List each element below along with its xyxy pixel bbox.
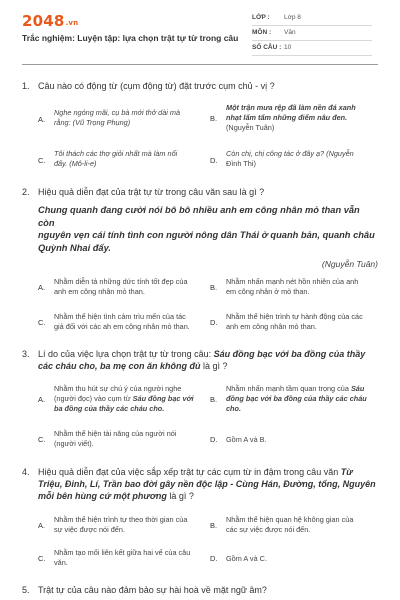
page-title: Trắc nghiệm: Luyện tập: lựa chọn trật tự từ trong câu — [22, 33, 239, 43]
meta-table — [252, 12, 372, 57]
question-2 — [22, 186, 378, 269]
question-5 — [22, 584, 378, 596]
meta-count: SỐ CÂU : 10 — [252, 42, 372, 56]
quote-author: (Nguyễn Tuân) — [321, 259, 378, 269]
question-4 — [22, 466, 378, 502]
site-logo[interactable]: 2048.vn — [22, 12, 79, 30]
meta-class: LỚP : Lớp 8 — [252, 12, 372, 26]
header-divider — [22, 64, 378, 65]
question-text: 4. Hiệu quả diễn đạt của việc sắp xếp trật tự các cụm từ in đậm trong câu văn Từ Triệu, Đinh, Lí, Trần bao đời gây nền độc lập - Cùng Hán, Đường, tống, Nguyên mỗi bên hùng cứ một phương là gì ? — [22, 467, 376, 501]
question-text: 5. Trật tự của câu nào đảm bảo sự hài hoà về mặt ngữ âm? — [22, 585, 267, 595]
question-text: 3. Lí do của việc lựa chọn trật tự từ trong câu: Sáu đồng bạc với ba đồng của thầy các cháu cho, ba mẹ con ăn không đủ là gì ? — [22, 349, 366, 371]
question-quote: Chung quanh đang cười nói bô bô nhiều anh em công nhân mỏ than vẫn còn nguyên vẹn cái tính tình con người nông dân Thái ở quanh bản, quanh châu Quỳnh Nhai đấy. — [38, 205, 375, 253]
question-text: 1. Câu nào có động từ (cụm động từ) đặt trước cụm chủ - vị ? — [22, 81, 275, 91]
page-header — [0, 0, 400, 62]
meta-subject: MÔN : Văn — [252, 27, 372, 41]
question-3 — [22, 348, 378, 372]
question-text: 2. Hiệu quả diễn đạt của trật tự từ trong câu văn sau là gì ? — [22, 187, 265, 197]
question-1 — [22, 80, 378, 92]
